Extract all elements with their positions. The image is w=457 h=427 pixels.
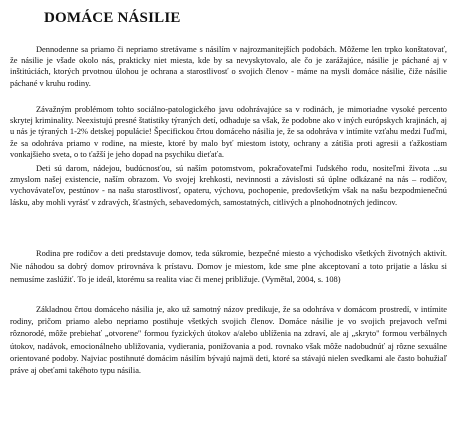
paragraph-hidden-crime: Závažným problémom tohto sociálno-patologického javu odohrávajúce sa v rodinách, je mimoriadne vysoké percento skrytej kriminality. Neexistujú presné štatistiky týraných detí, odhaduje sa však, že podobne ako v iných európskych krajinách, aj u nás je týraných 1-2% detskej populácie! Špecifickou črtou domáceho násilia je, že sa odohráva v intímite vzťahu medzi ľuďmi, že sa odohráva priamo v rodine, na mieste, ktoré by malo byť miestom istoty, ochrany a zátišia proti agresii a ťažkostiam vonkajšieho sveta, o to ťažší je jeho dopad na psychiku dieťaťa. [10, 105, 447, 159]
paragraph-intro: Dennodenne sa priamo či nepriamo stretávame s násilím v najrozmanitejších podobách. Môžeme len trpko konštatovať, že násilie je všade okolo nás, prakticky niet miesta, kde by sa nevyskytovalo, ale čo je zarážajúce, násilie je páchané aj v inštitúciách, ktorých prvotnou úlohou je ochrana a starostlivosť o svojich členov - máme na mysli domáce násilie, čiže násilie páchané v kruhu rodiny. [10, 45, 447, 88]
document-title: DOMÁCE NÁSILIE [44, 10, 181, 26]
paragraph-children: Deti sú darom, nádejou, budúcnosťou, sú naším potomstvom, pokračovateľmi ľudského rodu, nositeľmi života ...su zmyslom našej existencie, naším obrazom. Vo svojej krehkosti, nevinnosti a závislosti sú úplne odkázané na nás – rodičov, vychovávateľov, pestúnov - na našu starostlivosť, opateru, výchovu, pochopenie, predovšetkým však na našu bezpodmienečnú lásku, aby mohli vyrásť v zdravých, šťastných, sebavedomých, samostatných, citlivých a plnohodnotných jedincov. [10, 164, 447, 207]
paragraph-family-home: Rodina pre rodičov a deti predstavuje domov, teda súkromie, bezpečné miesto a východisko všetkých životných aktivít. Nie náhodou sa dobrý domov prirovnáva k prístavu. Domov je miestom, kde sme plne akceptovaní a toto prijatie a lásku si nemusíme zaslúžiť. To je ideál, ktorému sa realita viac či menej približuje. (Vymětal, 2004, s. 108) [10, 249, 447, 284]
paragraph-domestic-violence-features: Základnou črtou domáceho násilia je, ako už samotný názov predikuje, že sa odohráva v domácom prostredí, v intímite rodiny, pričom priamo alebo nepriamo postihuje všetkých svojich členov. Domáce násilie je vo svojich prejavoch veľmi rôznorodé, môže prebiehať „otvorene" formou fyzických útokov a/alebo ublíženia na zdraví, ale aj „skryto" formou verbálnych útokov, nadávok, emocionálneho ubližovania, vydierania, ponižovania a pod. rovnako však môže nadobudnúť aj rôzne sexuálne orientované podoby. Najviac postihnuté domácim násilím bývajú najmä deti, ktoré sa stávajú nielen svedkami ale často bohužiaľ práve aj obeťami takéhoto typu násilia. [10, 305, 447, 376]
